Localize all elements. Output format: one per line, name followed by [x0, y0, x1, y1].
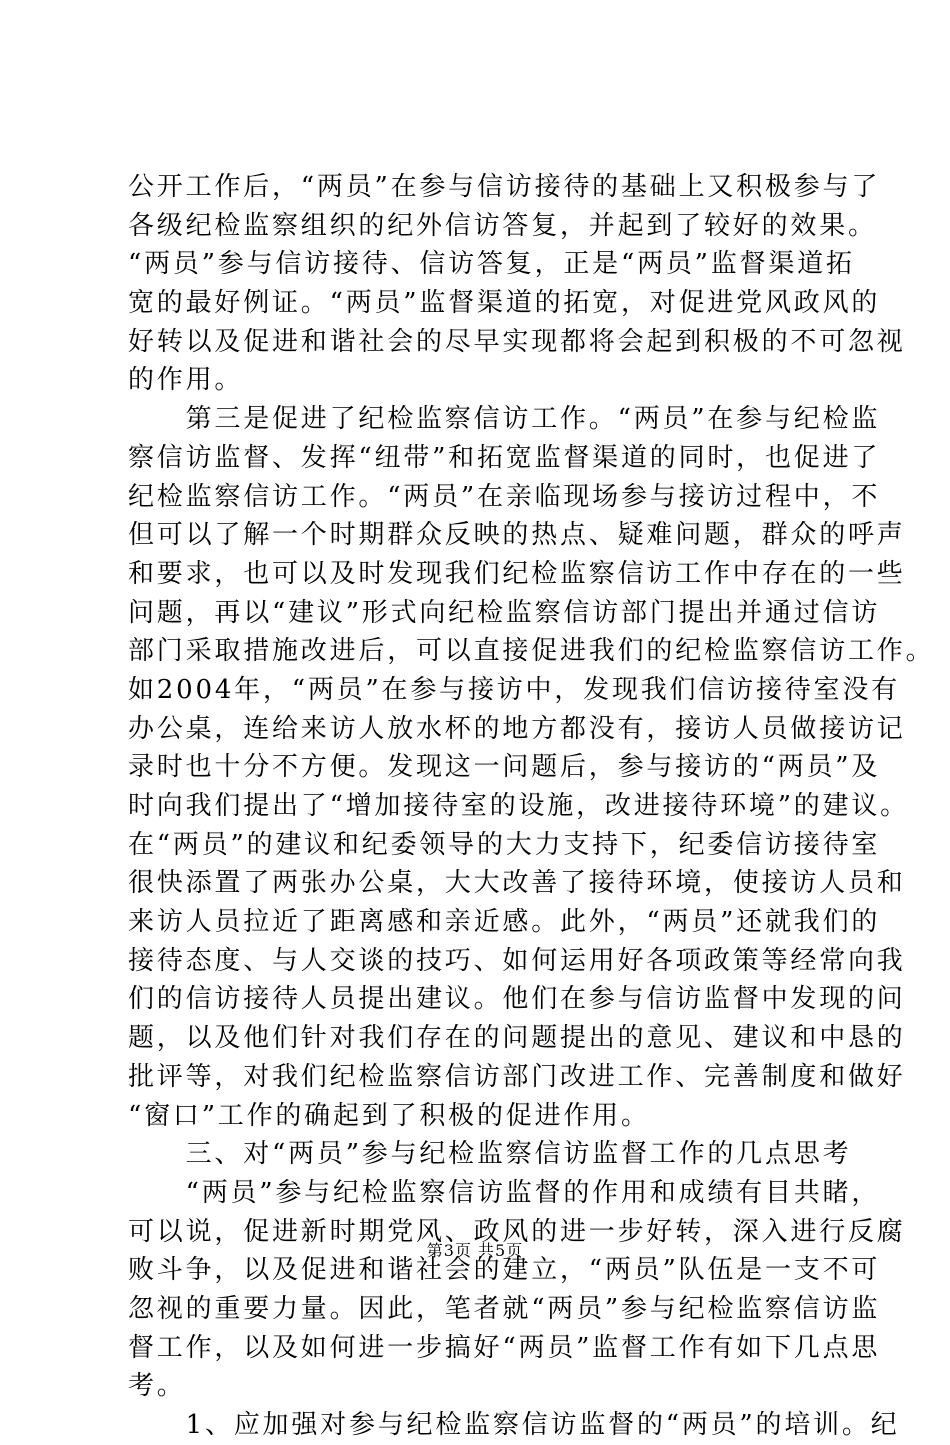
text-line: 录时也十分不方便。发现这一问题后，参与接访的“两员”及 [128, 752, 881, 783]
text-line: 在“两员”的建议和纪委领导的大力支持下，纪委信访接待室 [128, 829, 881, 860]
text-line: 们的信访接待人员提出建议。他们在参与信访监督中发现的问 [128, 984, 906, 1015]
text-line: 各级纪检监察组织的纪外信访答复，并起到了较好的效果。 [128, 210, 877, 241]
text-line: 办公桌，连给来访人放水杯的地方都没有，接访人员做接访记 [128, 713, 906, 744]
text-line: 很快添置了两张办公桌，大大改善了接待环境，使接访人员和 [128, 868, 906, 899]
text-line: 的作用。 [128, 365, 244, 396]
text-line: “两员”参与纪检监察信访监督的作用和成绩有目共睹， [128, 1177, 881, 1208]
text-line: 可以说，促进新时期党风、政风的进一步好转，深入进行反腐 [128, 1216, 906, 1247]
text-line: 败斗争，以及促进和谐社会的建立，“两员”队伍是一支不可 [128, 1255, 881, 1286]
text-line: 批评等，对我们纪检监察信访部门改进工作、完善制度和做好 [128, 1061, 906, 1092]
text-line: 忽视的重要力量。因此，笔者就“两员”参与纪检监察信访监 [128, 1293, 881, 1324]
text-line: 来访人员拉近了距离感和亲近感。此外，“两员”还就我们的 [128, 907, 881, 938]
text-line: 察信访监督、发挥“纽带”和拓宽监督渠道的同时，也促进了 [128, 442, 881, 473]
text-line: 时向我们提出了“增加接待室的设施，改进接待环境”的建议。 [128, 791, 909, 821]
text-line: 督工作，以及如何进一步搞好“两员”监督工作有如下几点思 [128, 1332, 881, 1363]
text-line: 和要求，也可以及时发现我们纪检监察信访工作中存在的一些 [128, 558, 906, 589]
text-line: 纪检监察信访工作。“两员”在亲临现场参与接访过程中，不 [128, 481, 881, 512]
text-line: 三、对“两员”参与纪检监察信访监督工作的几点思考 [128, 1139, 852, 1170]
text-line: 但可以了解一个时期群众反映的热点、疑难问题，群众的呼声 [128, 520, 906, 551]
text-line: 好转以及促进和谐社会的尽早实现都将会起到积极的不可忽视 [128, 326, 906, 357]
text-line: 考。 [128, 1371, 186, 1402]
text-line: 接待态度、与人交谈的技巧、如何运用好各项政策等经常向我 [128, 945, 906, 976]
text-line: “两员”参与信访接待、信访答复，正是“两员”监督渠道拓 [128, 249, 855, 280]
text-line: 如2004年，“两员”在参与接访中，发现我们信访接待室没有 [128, 674, 900, 705]
page-footer: 第3页 共5页 [426, 1241, 524, 1260]
text-line: 部门采取措施改进后，可以直接促进我们的纪检监察信访工作。 [128, 636, 935, 667]
text-line: 第三是促进了纪检监察信访工作。“两员”在参与纪检监 [128, 404, 881, 435]
text-line: 公开工作后，“两员”在参与信访接待的基础上又积极参与了 [128, 172, 881, 202]
text-line: “窗口”工作的确起到了积极的促进作用。 [128, 1100, 650, 1131]
text-line: 宽的最好例证。“两员”监督渠道的拓宽，对促进党风政风的 [128, 288, 881, 319]
text-line: 问题，再以“建议”形式向纪检监察信访部门提出并通过信访 [128, 597, 881, 628]
text-line: 题，以及他们针对我们存在的问题提出的意见、建议和中恳的 [128, 1023, 906, 1054]
text-line: 1、应加强对参与纪检监察信访监督的“两员”的培训。纪 [128, 1410, 900, 1440]
